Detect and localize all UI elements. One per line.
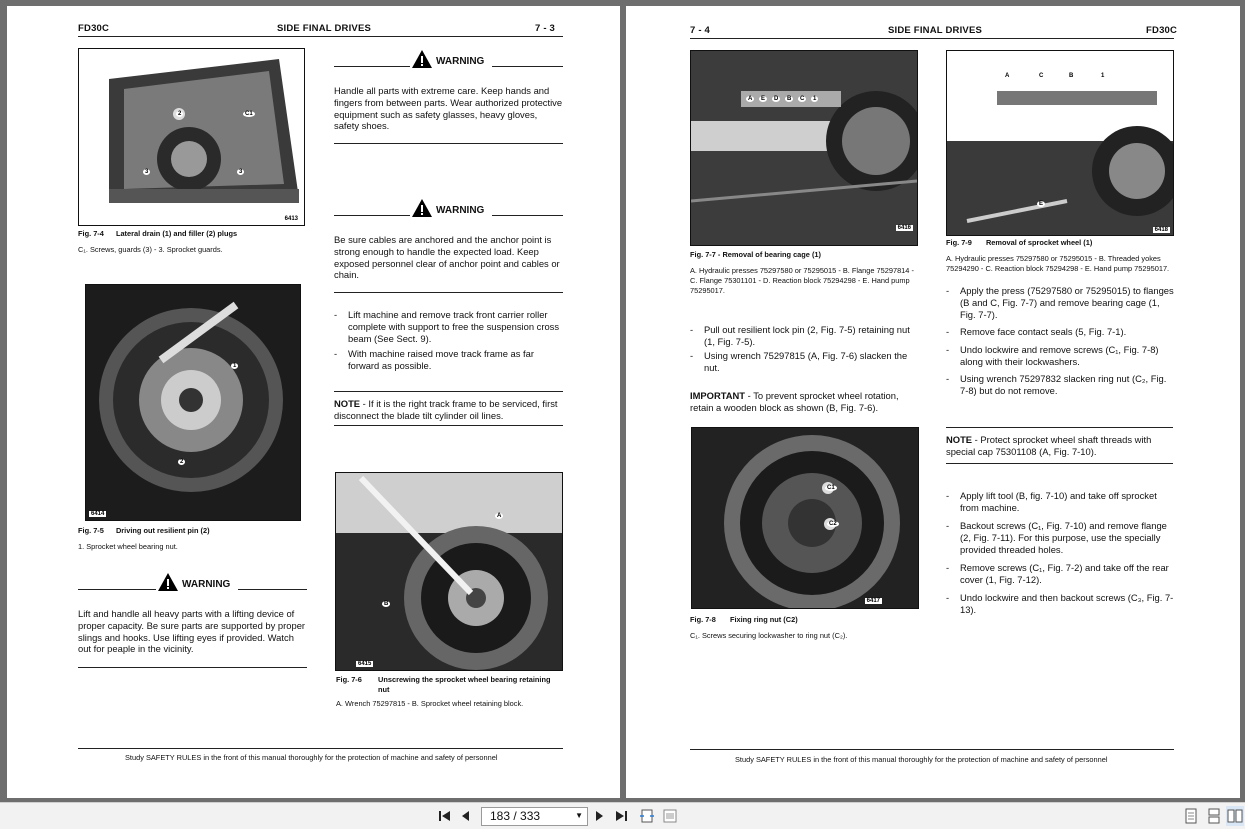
list-item: - Remove screws (C₁, Fig. 7-2) and take off the rear cover (1, Fig. 7-12).	[946, 562, 1174, 586]
figure-7-5-legend: 1. Sprocket wheel bearing nut.	[78, 542, 178, 551]
callout-label: B	[1069, 73, 1074, 79]
figure-7-4-photo	[78, 48, 305, 226]
callout-label: 3	[239, 169, 243, 175]
figure-number: Fig. 7-9	[946, 238, 972, 247]
section-title: SIDE FINAL DRIVES	[888, 25, 983, 36]
callout-label: 1	[233, 363, 237, 369]
note-body: - If it is the right track frame to be serviced, first disconnect the blade tilt cylinder oil lines.	[334, 398, 558, 421]
right-document-page	[626, 6, 1240, 798]
list-item: - Apply the press (75297580 or 75295015) to flanges (B and C, Fig. 7-7) and remove bearing cage (1, Fig. 7-7).	[946, 285, 1174, 320]
fit-width-button[interactable]	[661, 806, 679, 826]
list-item: - Remove face contact seals (5, Fig. 7-1).	[946, 326, 1174, 338]
header-rule	[690, 38, 1174, 39]
list-item-text: Remove screws (C₁, Fig. 7-2) and take off the rear cover (1, Fig. 7-12).	[960, 562, 1169, 585]
figure-7-8-legend: C₁. Screws securing lockwasher to ring nut (C₂).	[690, 631, 848, 640]
two-page-view-button[interactable]	[1226, 806, 1244, 826]
section-rule	[334, 292, 563, 293]
last-page-button[interactable]	[612, 806, 630, 826]
warning-rule	[78, 589, 156, 590]
warning-label: WARNING	[436, 56, 485, 67]
callout-label: A	[748, 96, 753, 102]
header-rule	[78, 36, 563, 37]
list-item-text: Backout screws (C₁, Fig. 7-10) and remove flange (2, Fig. 7-11). For this purpose, use the specially provided threaded holes.	[960, 520, 1167, 555]
figure-7-6-legend: A. Wrench 75297815 - B. Sprocket wheel retaining block.	[336, 699, 524, 708]
note-text	[334, 398, 564, 422]
list-item-text: Undo lockwire and then backout screws (C₃, Fig. 7-13).	[960, 592, 1174, 615]
note-label: NOTE	[334, 398, 361, 409]
list-item-text: Pull out resilient lock pin (2, Fig. 7-5) retaining nut (1, Fig. 7-5).	[704, 324, 910, 347]
list-item: - With machine raised move track frame as far forward as possible.	[334, 348, 564, 372]
warning-text: Lift and handle all heavy parts with a lifting device of proper capacity. Be sure parts are supported by proper slings and hooks. Use lifting eyes if provided. Watch out for peaple in the vicinity.	[78, 608, 306, 655]
warning-rule	[492, 215, 563, 216]
continuous-view-button[interactable]	[1205, 806, 1223, 826]
warning-rule	[334, 215, 410, 216]
fit-width-icon	[662, 808, 678, 824]
left-document-page	[7, 6, 620, 798]
section-rule	[78, 667, 307, 668]
list-item-text: Apply the press (75297580 or 75295015) to flanges (B and C, Fig. 7-7) and remove bearing cage (1, Fig. 7-7).	[960, 285, 1174, 320]
figure-7-6-photo	[335, 472, 563, 671]
list-item-text: Using wrench 75297832 slacken ring nut (C₂, Fig. 7-8) but do not remove.	[960, 373, 1167, 396]
manual-code: FD30C	[1146, 25, 1178, 36]
note-body: - Protect sprocket wheel shaft threads with special cap 75301108 (A, Fig. 7-10).	[946, 434, 1152, 457]
fit-page-icon	[639, 808, 655, 824]
list-item-text: Undo lockwire and remove screws (C₁, Fig. 7-8) along with their lockwashers.	[960, 344, 1159, 367]
callout-label: E	[761, 96, 766, 102]
note-label: NOTE	[946, 434, 973, 445]
callout-label: B	[384, 601, 389, 607]
warning-triangle-icon	[411, 49, 433, 69]
section-rule	[334, 391, 563, 392]
callout-label: E	[1039, 201, 1044, 207]
manual-code: FD30C	[78, 23, 110, 34]
section-rule	[946, 463, 1173, 464]
note-text	[946, 434, 1176, 458]
figure-7-8-caption	[690, 615, 920, 625]
figure-7-9-photo	[946, 50, 1174, 236]
warning-label: WARNING	[182, 579, 231, 590]
warning-label: WARNING	[436, 205, 485, 216]
warning-triangle-icon	[411, 198, 433, 218]
figure-number: Fig. 7-8	[690, 615, 716, 624]
footer-rule	[690, 749, 1174, 750]
figure-7-8-photo	[691, 427, 919, 609]
warning-heading	[334, 49, 563, 73]
list-item: - Undo lockwire and then backout screws (C₃, Fig. 7-13).	[946, 592, 1174, 615]
figure-7-7-legend: A. Hydraulic presses 75297580 or 75295015 - B. Flange 75297814 - C. Flange 75301101 - D. Reaction block 75294298 - E. Hand pump 75295017.	[690, 266, 914, 295]
figure-7-5-photo	[85, 284, 301, 521]
callout-label: C1	[245, 111, 253, 117]
warning-heading	[334, 198, 563, 222]
callout-label: 1	[1101, 73, 1105, 79]
section-title: SIDE FINAL DRIVES	[277, 23, 372, 34]
callout-label: 1	[813, 96, 817, 102]
single-page-view-button[interactable]	[1182, 806, 1200, 826]
warning-text: Be sure cables are anchored and the anchor point is strong enough to handle the expected load. Keep exposed personnel clear of anchor point and cables or chain.	[334, 234, 560, 281]
warning-rule	[334, 66, 410, 67]
warning-rule	[238, 589, 307, 590]
callout-label: C	[800, 96, 805, 102]
page-dropdown-icon: ▼	[575, 811, 583, 820]
callout-label: A	[1005, 73, 1010, 79]
footer-text: Study SAFETY RULES in the front of this manual thoroughly for the protection of machine and safety of personnel	[735, 755, 1108, 764]
figure-title: Unscrewing the sprocket wheel bearing retaining nut	[378, 675, 551, 694]
previous-page-button[interactable]	[458, 806, 474, 826]
callout-label: A	[497, 513, 502, 519]
section-rule	[946, 427, 1173, 428]
list-item: - Backout screws (C₁, Fig. 7-10) and remove flange (2, Fig. 7-11). For this purpose, use the specially provided threaded holes.	[946, 520, 1174, 556]
section-rule	[334, 143, 563, 144]
figure-7-6-caption	[336, 675, 566, 694]
next-page-button[interactable]	[591, 806, 607, 826]
first-page-icon	[438, 810, 452, 822]
figure-number: Fig. 7-5	[78, 526, 104, 535]
warning-triangle-icon	[157, 572, 179, 592]
list-item-text: Apply lift tool (B, fig. 7-10) and take off sprocket from machine.	[960, 490, 1157, 513]
important-text	[690, 390, 920, 414]
page-number: 7 - 3	[535, 23, 556, 34]
next-page-icon	[594, 810, 604, 822]
callout-label: D	[774, 96, 779, 102]
photo-code: 6414	[91, 511, 105, 517]
photo-code: 6417	[866, 598, 880, 604]
figure-7-7-caption: Fig. 7-7 - Removal of bearing cage (1)	[690, 250, 822, 259]
page-number-selector[interactable]	[481, 807, 588, 826]
figure-7-5-caption	[78, 526, 308, 536]
fit-page-button[interactable]	[638, 806, 656, 826]
callout-label: B	[787, 96, 792, 102]
important-body: - To prevent sprocket wheel rotation, retain a wooden block as shown (B, Fig. 7-6).	[690, 390, 899, 413]
figure-7-7-photo	[690, 50, 918, 246]
single-page-view-icon	[1184, 808, 1198, 824]
callout-label: C	[1039, 73, 1044, 79]
page-number-value: 183 / 333	[490, 809, 541, 823]
photo-code: 6416	[897, 225, 911, 231]
footer-text: Study SAFETY RULES in the front of this manual thoroughly for the protection of machine and safety of personnel	[125, 753, 498, 762]
warning-rule	[492, 66, 563, 67]
last-page-icon	[614, 810, 628, 822]
page-number: 7 - 4	[690, 25, 711, 36]
photo-code: 6418	[1154, 227, 1168, 233]
callout-label: 3	[145, 169, 149, 175]
warning-heading	[78, 572, 307, 596]
prev-page-icon	[461, 810, 471, 822]
figure-title: Removal of sprocket wheel (1)	[985, 238, 1093, 247]
callout-label: C1	[827, 485, 835, 491]
list-item: - Undo lockwire and remove screws (C₁, Fig. 7-8) along with their lockwashers.	[946, 344, 1174, 368]
callout-label: 2	[178, 111, 182, 117]
list-item: - Using wrench 75297815 (A, Fig. 7-6) slacken the nut.	[690, 350, 918, 374]
figure-7-9-caption	[946, 238, 1176, 248]
list-item: - Using wrench 75297832 slacken ring nut (C₂, Fig. 7-8) but do not remove.	[946, 373, 1174, 397]
photo-code: 6413	[284, 216, 298, 222]
footer-rule	[78, 748, 563, 749]
figure-title: Fixing ring nut (C2)	[729, 615, 798, 624]
list-item-text: Using wrench 75297815 (A, Fig. 7-6) slacken the nut.	[704, 350, 908, 373]
list-item-text: Lift machine and remove track front carrier roller complete with support to free the suspension cross beam (See Sect. 9).	[348, 309, 560, 344]
figure-7-4-legend: C₁. Screws, guards (3) - 3. Sprocket guards.	[78, 245, 223, 254]
list-item: - Pull out resilient lock pin (2, Fig. 7-5) retaining nut (1, Fig. 7-5).	[690, 324, 918, 348]
warning-text: Handle all parts with extreme care. Keep hands and fingers from between parts. Wear authorized protective equipment such as safety glasses, heavy gloves, safety shoes.	[334, 85, 563, 132]
figure-7-9-legend: A. Hydraulic presses 75297580 or 75295015 - B. Threaded yokes 75294290 - C. Reaction block 75294298 - E. Hand pump 75295017.	[946, 254, 1170, 273]
photo-code: 6415	[358, 661, 372, 667]
list-item-text: With machine raised move track frame as far forward as possible.	[348, 348, 534, 371]
figure-number: Fig. 7-4	[78, 229, 104, 238]
section-rule	[334, 425, 563, 426]
first-page-button[interactable]	[436, 806, 454, 826]
callout-label: C2	[829, 521, 837, 527]
figure-title: Driving out resilient pin (2)	[115, 526, 210, 535]
list-item: - Apply lift tool (B, fig. 7-10) and take off sprocket from machine.	[946, 490, 1174, 514]
list-item-text: Remove face contact seals (5, Fig. 7-1).	[960, 326, 1127, 337]
figure-7-4-caption	[78, 229, 308, 239]
continuous-view-icon	[1207, 808, 1221, 824]
callout-label: 2	[180, 459, 184, 465]
figure-title: Lateral drain (1) and filler (2) plugs	[115, 229, 238, 238]
list-item: - Lift machine and remove track front carrier roller complete with support to free the suspension cross beam (See Sect. 9).	[334, 309, 564, 345]
pdf-viewer-toolbar	[0, 802, 1245, 829]
two-page-view-icon	[1227, 808, 1243, 824]
important-label: IMPORTANT	[690, 390, 746, 401]
figure-number: Fig. 7-6	[336, 675, 362, 684]
